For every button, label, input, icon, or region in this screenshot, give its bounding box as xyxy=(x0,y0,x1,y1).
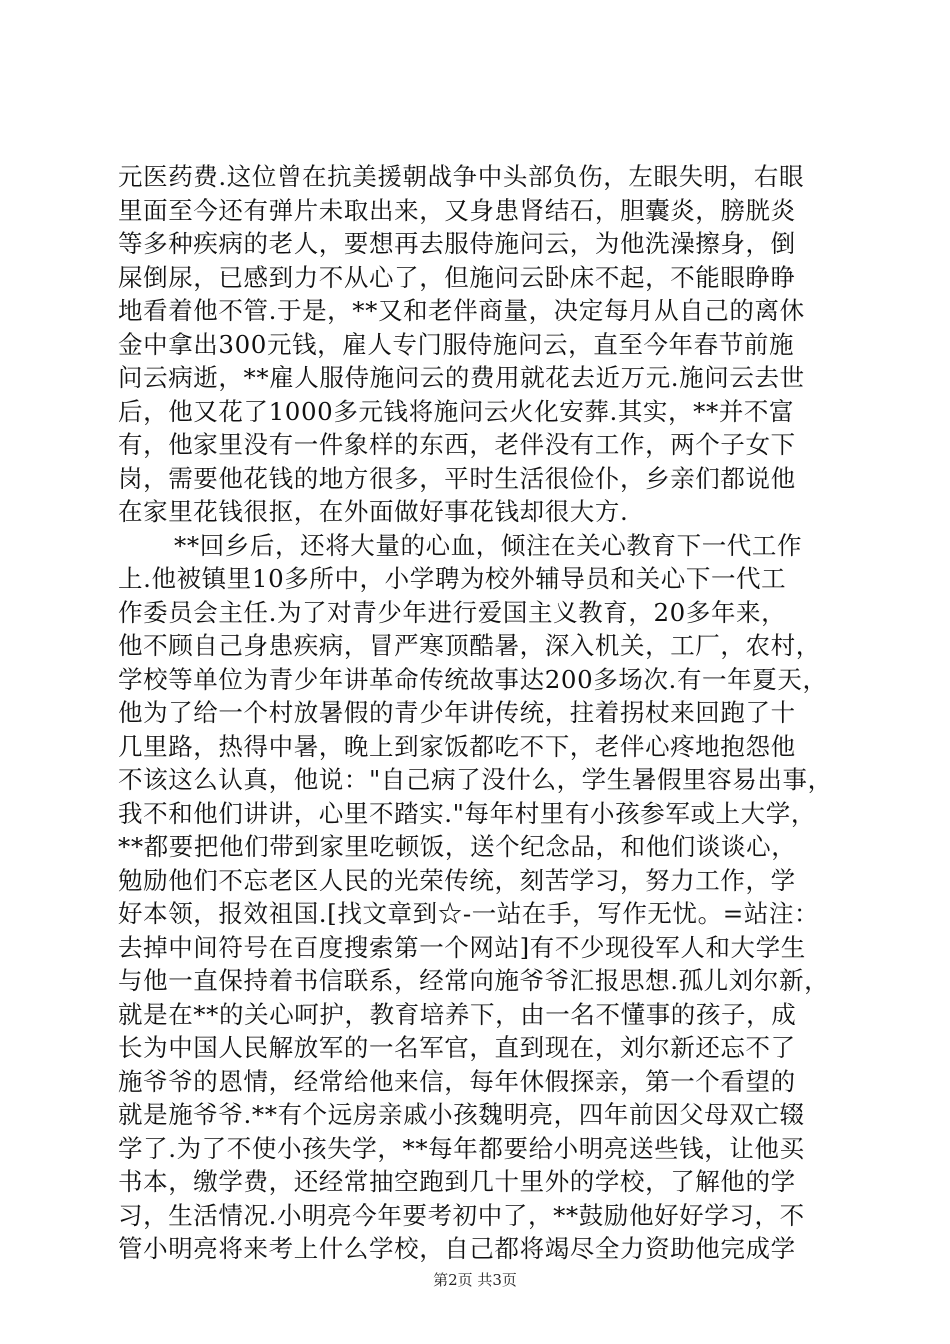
text-line: 他为了给一个村放暑假的青少年讲传统，拄着拐杖来回跑了十 xyxy=(118,698,796,727)
document-body xyxy=(118,160,838,1266)
text-line: 就是在**的关心呵护，教育培养下，由一名不懂事的孩子，成 xyxy=(118,999,797,1029)
text-line: 学校等单位为青少年讲革命传统故事达200多场次.有一年夏天， xyxy=(118,664,828,694)
page-footer: 第2页 共3页 xyxy=(433,1271,517,1289)
text-line: 勉励他们不忘老区人民的光荣传统，刻苦学习，努力工作，学 xyxy=(118,865,796,895)
text-line: 不该这么认真，他说："自己病了没什么，学生暑假里容易出事， xyxy=(118,765,833,794)
text-line: 后，他又花了1000多元钱将施问云火化安葬.其实，**并不富 xyxy=(118,396,795,426)
text-line: 有，他家里没有一件象样的东西，老伴没有工作，两个子女下 xyxy=(118,430,796,459)
text-line: 里面至今还有弹片未取出来，又身患肾结石，胆囊炎，膀胱炎 xyxy=(118,195,796,225)
text-line: 几里路，热得中暑，晚上到家饭都吃不下，老伴心疼地抱怨他 xyxy=(118,731,796,761)
text-line: 等多种疾病的老人，要想再去服侍施问云，为他洗澡擦身，倒 xyxy=(118,229,796,258)
text-line: **回乡后，还将大量的心血，倾注在关心教育下一代工作 xyxy=(174,530,803,560)
text-line: 去掉中间符号在百度搜索第一个网站]有不少现役军人和大学生 xyxy=(118,932,806,962)
text-line: 管小明亮将来考上什么学校，自己都将竭尽全力资助他完成学 xyxy=(118,1234,796,1263)
text-line: 地看着他不管.于是，**又和老伴商量，决定每月从自己的离休 xyxy=(118,296,805,325)
text-line: 在家里花钱很抠，在外面做好事花钱却很大方. xyxy=(118,497,629,526)
text-line: 与他一直保持着书信联系，经常向施爷爷汇报思想.孤儿刘尔新， xyxy=(118,966,830,995)
text-line: 金中拿出300元钱，雇人专门服侍施问云，直至今年春节前施 xyxy=(118,329,795,359)
text-line: 他不顾自己身患疾病，冒严寒顶酷暑，深入机关，工厂，农村， xyxy=(118,631,821,660)
text-line: 长为中国人民解放军的一名军官，直到现在，刘尔新还忘不了 xyxy=(118,1033,796,1062)
text-line: 元医药费.这位曾在抗美援朝战争中头部负伤，左眼失明，右眼 xyxy=(118,162,805,191)
text-line: 我不和他们讲讲，心里不踏实."每年村里有小孩参军或上大学， xyxy=(118,798,816,828)
text-line: 上.他被镇里10多所中，小学聘为校外辅导员和关心下一代工 xyxy=(118,564,787,593)
text-line: 就是施爷爷.**有个远房亲戚小孩魏明亮，四年前因父母双亡辍 xyxy=(118,1100,805,1129)
paragraph xyxy=(118,160,838,529)
text-line: 书本，缴学费，还经常抽空跑到几十里外的学校，了解他的学 xyxy=(118,1167,796,1196)
text-line: 作委员会主任.为了对青少年进行爱国主义教育，20多年来， xyxy=(118,597,787,627)
text-line: 好本领，报效祖国.[找文章到☆-一站在手，写作无忧。=站注： xyxy=(118,899,820,928)
text-line: 学了.为了不使小孩失学，**每年都要给小明亮送些钱，让他买 xyxy=(118,1133,805,1163)
text-line: **都要把他们带到家里吃顿饭，送个纪念品，和他们谈谈心， xyxy=(118,832,797,861)
text-line: 屎倒尿，已感到力不从心了，但施问云卧床不起，不能眼睁睁 xyxy=(118,262,796,292)
paragraph xyxy=(118,529,838,1266)
text-line: 问云病逝，**雇人服侍施问云的费用就花去近万元.施问云去世 xyxy=(118,363,805,392)
text-line: 习，生活情况.小明亮今年要考初中了，**鼓励他好好学习，不 xyxy=(118,1200,805,1230)
text-line: 岗，需要他花钱的地方很多，平时生活很俭仆，乡亲们都说他 xyxy=(118,463,796,493)
text-line: 施爷爷的恩情，经常给他来信，每年休假探亲，第一个看望的 xyxy=(118,1066,796,1096)
